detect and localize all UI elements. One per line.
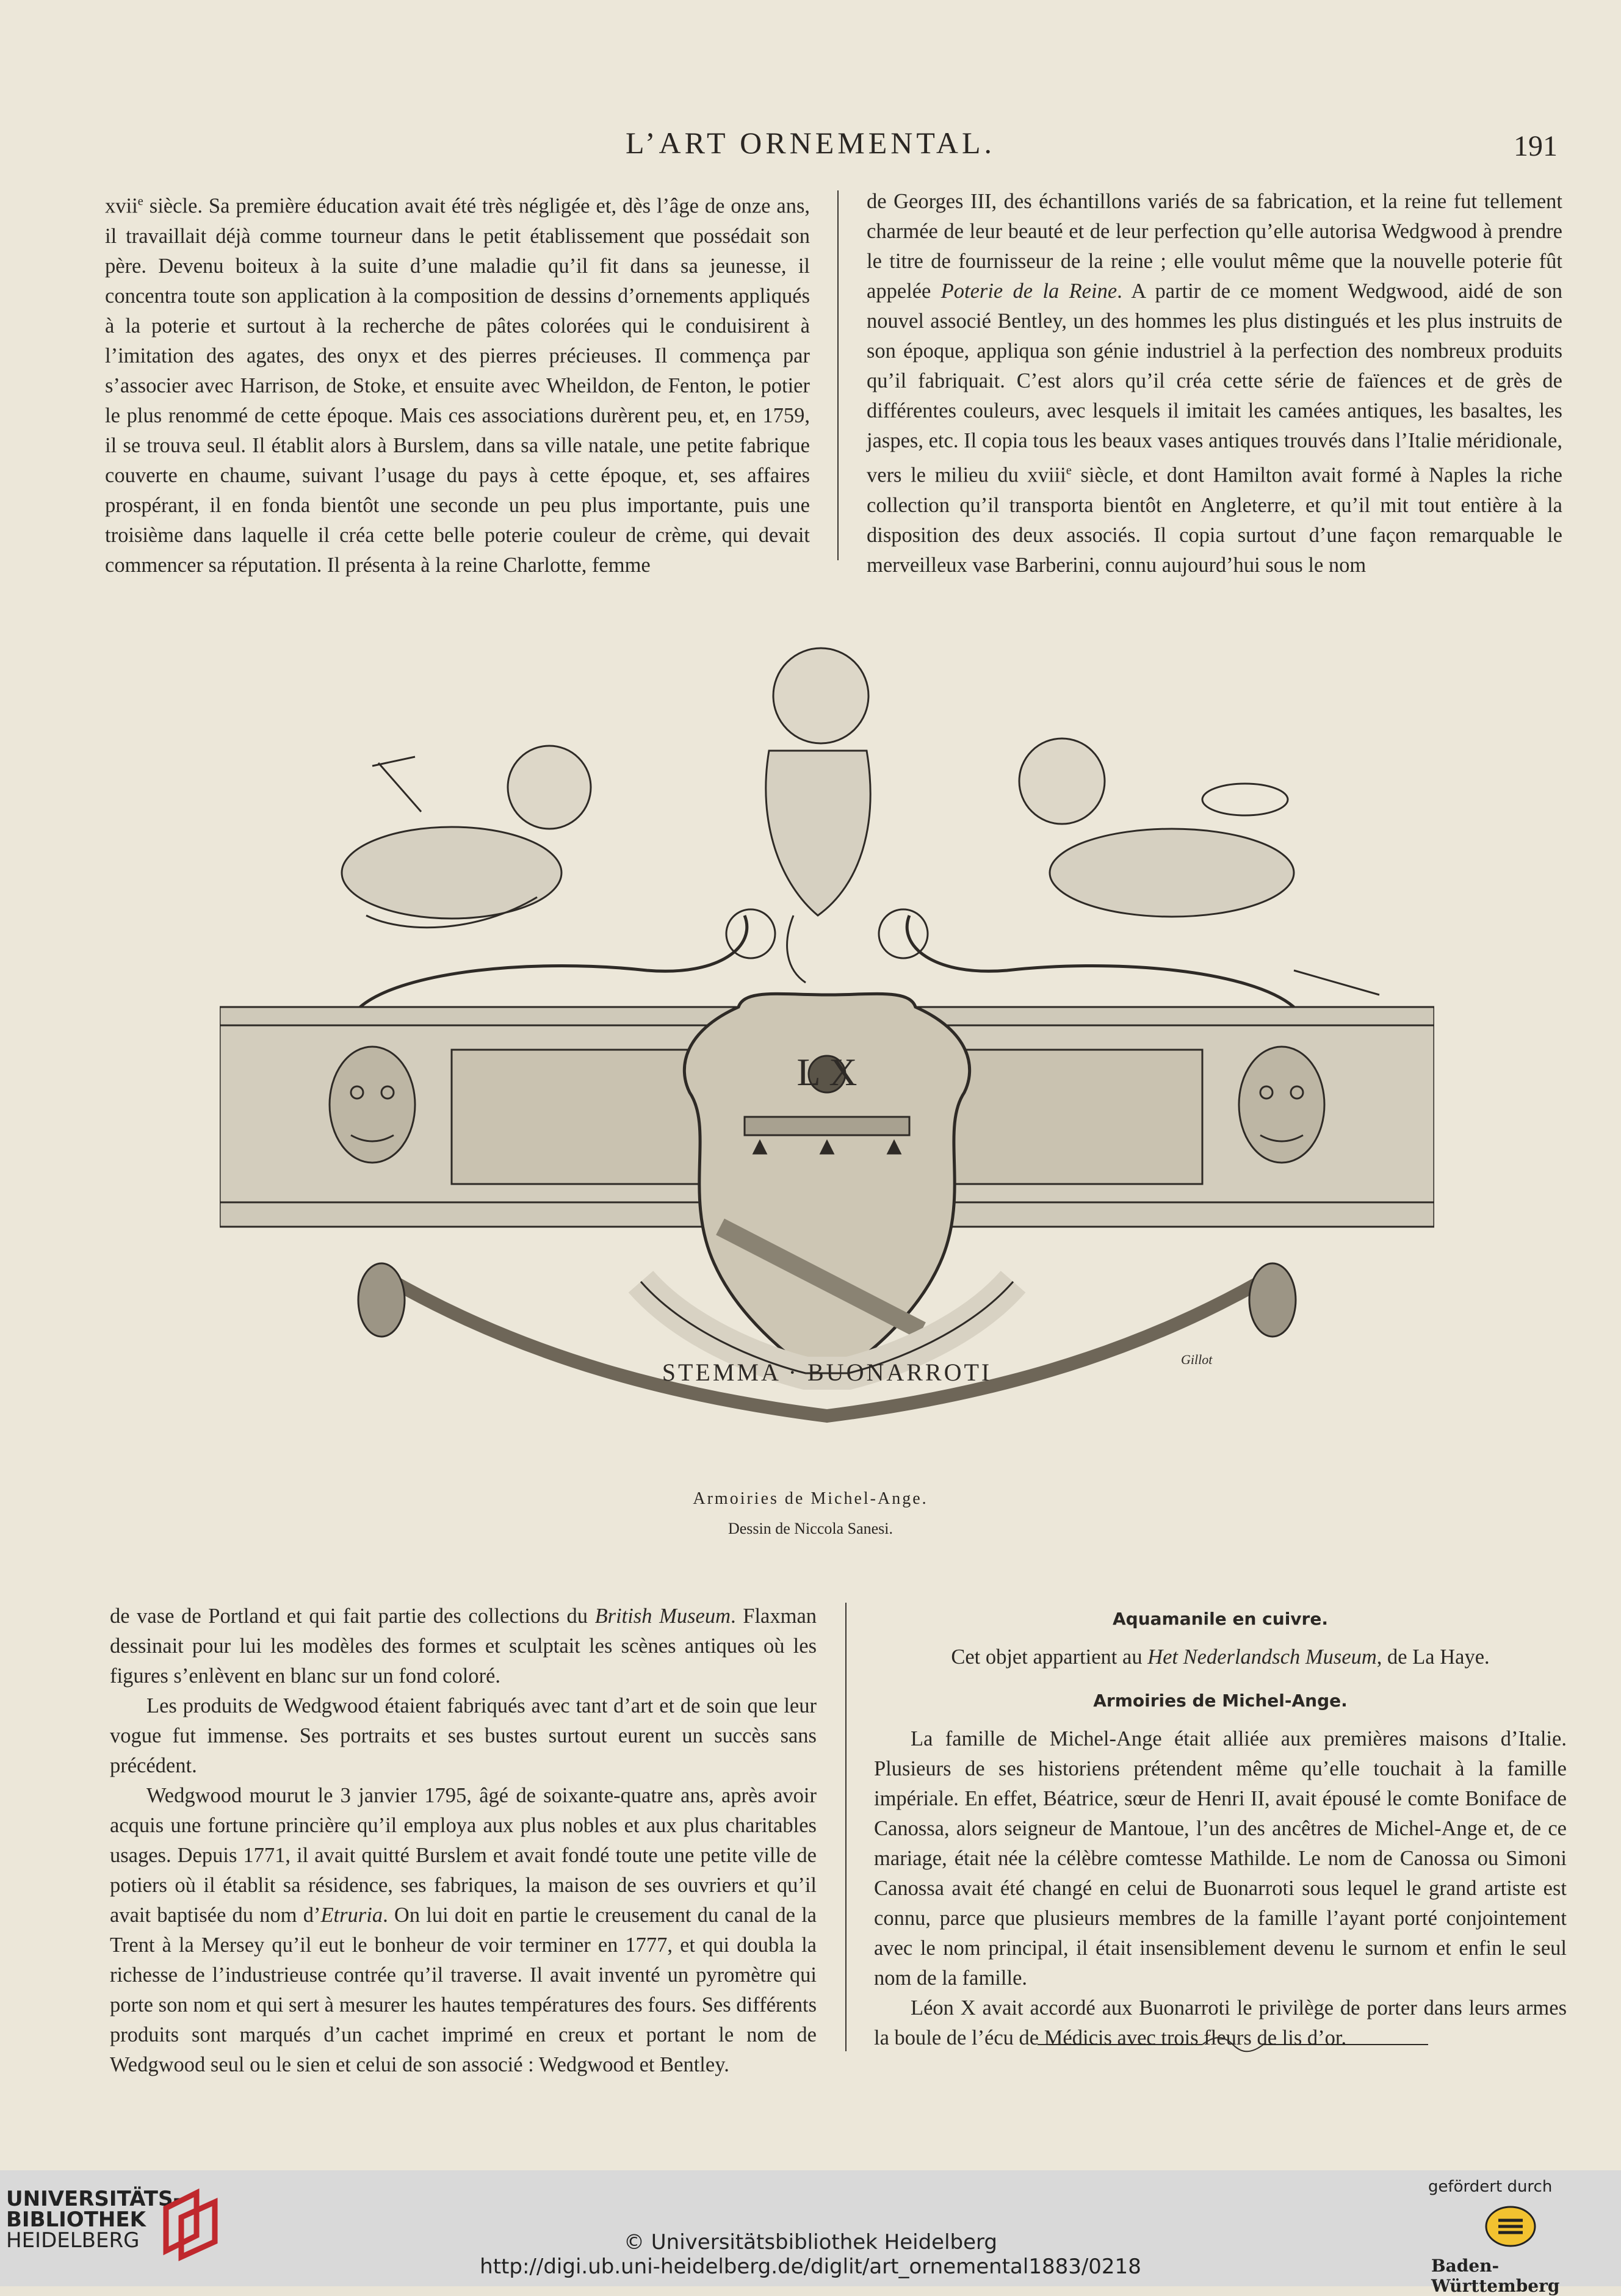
paragraph: de Georges III, des échantillons variés de sa fabrication, et la reine fut tellement charmée de leur beauté et de leur perfection qu’elle autorisa Wedgwood à prendre le titre de fournisseur de la reine ; elle voulut même que la nouvelle poterie fût appelée Poterie de la Reine. A partir de ce moment Wedgwood, aidé de son nouvel associé Bentley, un des hommes les plus distingués et les plus instruits de son époque, appliqua son génie industriel à la perfection des nombreux produits qu’il fabriquait. C’est alors qu’il créa cette série de faïences et de grès de différentes couleurs, avec lesquels il imitait les camées antiques, les basaltes, les jaspes, etc. Il copia tous les beaux vases antiques trouvés dans l’Italie méridionale, vers le milieu du xviii$^e$ siècle, et dont Hamilton avait formé à Naples la riche collection qu’il transporta bientôt en Angleterre, et qu’il mit tout entière à la disposition des deux associés. Il copia surtout d’une façon remarquable le merveilleux vase Barberini, connu aujourd’hui sous le nom: [867, 190, 1563, 577]
cherub-right: [1019, 738, 1379, 995]
mask-right: [1239, 1047, 1324, 1163]
ornamental-rule: [1038, 2032, 1428, 2057]
top-left-column: [105, 187, 810, 580]
mask-left: [330, 1047, 415, 1163]
cherub-left: [342, 746, 591, 928]
permalink[interactable]: http://digi.ub.uni-heidelberg.de/diglit/art_ornemental1883/0218: [480, 2254, 1141, 2279]
figure-credit: Dessin de Niccola Sanesi.: [727, 1520, 894, 1537]
funding-label: gefördert durch: [1428, 2178, 1553, 2196]
paragraph: de vase de Portland et qui fait partie des collections du British Museum. Flaxman dessinait pour lui les modèles des formes et sculptait les scènes antiques où les figures s’enlèvent en blanc sur un fond coloré.: [110, 1605, 817, 1688]
figure-caption: Armoiries de Michel-Ange.: [693, 1489, 928, 1508]
page-number: 191: [1514, 130, 1558, 162]
copyright-notice: © Universitätsbibliothek Heidelberg: [623, 2230, 998, 2254]
funder-name: Baden-Württemberg: [1431, 2256, 1560, 2296]
top-right-column: [867, 187, 1562, 580]
cherub-center: [766, 648, 870, 983]
paragraph: Cet objet appartient au Het Nederlandsch Museum, de La Haye.: [951, 1645, 1490, 1669]
digitization-footer: [0, 2170, 1621, 2296]
column-divider: [837, 190, 839, 560]
paragraph: La famille de Michel-Ange était alliée aux premières maisons d’Italie. Plusieurs de ses historiens prétendent même qu’elle touchait à la famille impériale. En effet, Béatrice, sœur de Henri II, avait épousé le comte Boniface de Canossa, alors seigneur de Mantoue, l’un des ancêtres de Michel-Ange et, de ce mariage, était née la célèbre comtesse Mathilde. Le nom de Canossa ou Simoni Canossa avait été changé en celui de Buonarroti sous lequel le grand artiste est connu, parce que plusieurs membres de la famille l’ayant porté conjointement avec le nom principal, il était insensiblement devenu le surnom et enfin le seul nom de la famille.: [874, 1727, 1567, 1990]
bottom-right-column: [874, 1599, 1567, 2053]
coat-of-arms-engraving: [220, 629, 1434, 1477]
engraver-signature: Gillot: [1181, 1352, 1213, 1367]
paragraph: Les produits de Wedgwood étaient fabriqués avec tant d’art et de soin que leur vogue fut immense. Ses portraits et ses bustes surtout eurent un succès sans précédent.: [110, 1694, 817, 1777]
library-logo-text: UNIVERSITÄTS- BIBLIOTHEK HEIDELBERG: [6, 2187, 182, 2253]
column-divider: [845, 1603, 847, 2051]
banner-text: STEMMA · BUONARROTI: [662, 1359, 992, 1386]
paragraph: Léon X avait accordé aux Buonarroti le privilège de porter dans leurs armes la boule de l’écu de Médicis avec trois fleurs de lis d’or.: [874, 1996, 1567, 2049]
baden-wuerttemberg-seal-icon: [1480, 2202, 1541, 2251]
bottom-left-column: [110, 1601, 817, 2080]
running-head: L’ART ORNEMENTAL.: [625, 126, 996, 160]
motto-letters: L X: [796, 1050, 857, 1094]
section-heading: Aquamanile en cuivre.: [1113, 1609, 1328, 1629]
section-heading: Armoiries de Michel-Ange.: [1093, 1691, 1348, 1711]
paragraph: Wedgwood mourut le 3 janvier 1795, âgé de soixante-quatre ans, après avoir acquis une fortune princière qu’il employa aux plus nobles et aux plus charitables usages. Depuis 1771, il avait quitté Burslem et avait fondé toute une petite ville de potiers où il établit sa résidence, ses fabriques, la maison de ses ouvriers et qu’il avait baptisée du nom d’Etruria. On lui doit en partie le creusement du canal de la Trent à la Mersey qu’il eut le bonheur de voir terminer en 1777, et qui doubla la richesse de l’industrieuse contrée qu’il traverse. Il avait inventé un pyromètre qui porte son nom et qui sert à mesurer les hautes températures des fours. Ses différents produits sont marqués d’un cachet imprimé en creux et portant le nom de Wedgwood seul ou le sien et celui de son associé : Wedgwood et Bentley.: [110, 1784, 817, 2076]
paragraph: xvii$^e$ siècle. Sa première éducation avait été très négligée et, dès l’âge de onze ans, il travaillait déjà comme tourneur dans le petit établissement que possédait son père. Devenu boiteux à la suite d’une maladie qu’il fit dans sa jeunesse, il concentra toute son application à la composition de dessins d’ornements appliqués à la poterie et surtout à la recherche de pâtes colorées qui le conduisirent à l’imitation des agates, des onyx et des pierres précieuses. Il commença par s’associer avec Harrison, de Stoke, et ensuite avec Wheildon, de Fenton, le potier le plus renommé de cette époque. Mais ces associations durèrent peu, et, en 1759, il se trouva seul. Il établit alors à Burslem, dans sa ville natale, une petite fabrique couverte en chaume, suivant l’usage du pays à cette époque, et, ses affaires prospérant, il en fonda bientôt une seconde un peu plus importante, puis une troisième dans laquelle il créa cette belle poterie couleur de crème, qui devait commencer sa réputation. Il présenta à la reine Charlotte, femme: [105, 194, 810, 577]
